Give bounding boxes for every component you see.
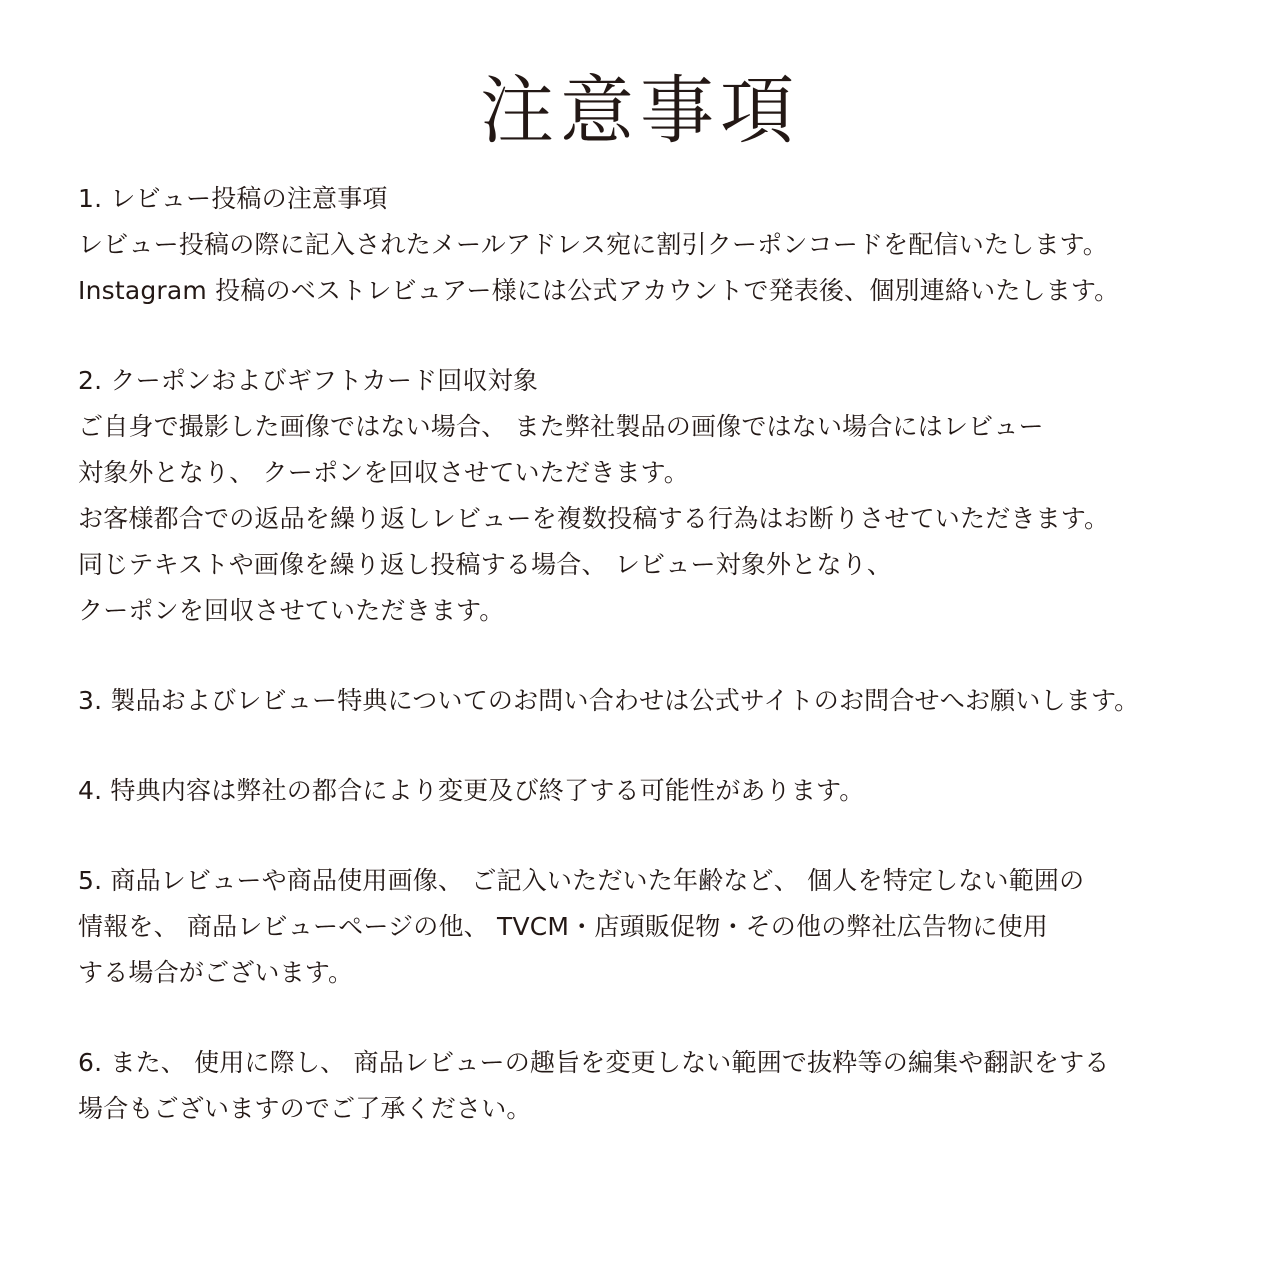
section-1-line-1: レビュー投稿の際に記入されたメールアドレス宛に割引クーポンコードを配信いたします。	[78, 230, 1108, 259]
section-6-line-2: 場合もございますのでご了承ください。	[78, 1094, 532, 1123]
section-6-editing-translation	[78, 1040, 1268, 1132]
section-3-line-1: 3. 製品およびレビュー特典についてのお問い合わせは公式サイトのお問合せへお願いします。	[78, 686, 1140, 715]
section-2-line-1: ご自身で撮影した画像ではない場合、 また弊社製品の画像ではない場合にはレビュー	[78, 412, 1044, 441]
section-1-heading: 1. レビュー投稿の注意事項	[78, 184, 388, 213]
section-4-line-1: 4. 特典内容は弊社の都合により変更及び終了する可能性があります。	[78, 776, 865, 805]
section-2-heading: 2. クーポンおよびギフトカード回収対象	[78, 366, 539, 395]
section-2-coupon-recovery	[78, 358, 1268, 634]
section-3-inquiries	[78, 678, 1268, 724]
section-5-usage-of-reviews	[78, 858, 1268, 996]
section-2-line-5: クーポンを回収させていただきます。	[78, 596, 505, 625]
section-5-line-1: 5. 商品レビューや商品使用画像、 ご記入いただいた年齢など、 個人を特定しない範囲の	[78, 866, 1085, 895]
section-2-line-4: 同じテキストや画像を繰り返し投稿する場合、 レビュー対象外となり、	[78, 550, 893, 579]
section-4-benefit-changes	[78, 768, 1268, 814]
section-1-line-2: Instagram 投稿のベストレビュアー様には公式アカウントで発表後、個別連絡いたします。	[78, 276, 1120, 305]
section-5-line-3: する場合がございます。	[78, 958, 354, 987]
section-6-line-1: 6. また、 使用に際し、 商品レビューの趣旨を変更しない範囲で抜粋等の編集や翻訳をする	[78, 1048, 1110, 1077]
section-1-review-posting	[78, 176, 1268, 314]
section-5-line-2: 情報を、 商品レビューページの他、 TVCM・店頭販促物・その他の弊社広告物に使用	[78, 912, 1048, 941]
section-2-line-3: お客様都合での返品を繰り返しレビューを複数投稿する行為はお断りさせていただきます。	[78, 504, 1110, 533]
notice-content	[78, 176, 1268, 1176]
section-2-line-2: 対象外となり、 クーポンを回収させていただきます。	[78, 458, 689, 487]
page-title: 注意事項	[480, 68, 800, 154]
